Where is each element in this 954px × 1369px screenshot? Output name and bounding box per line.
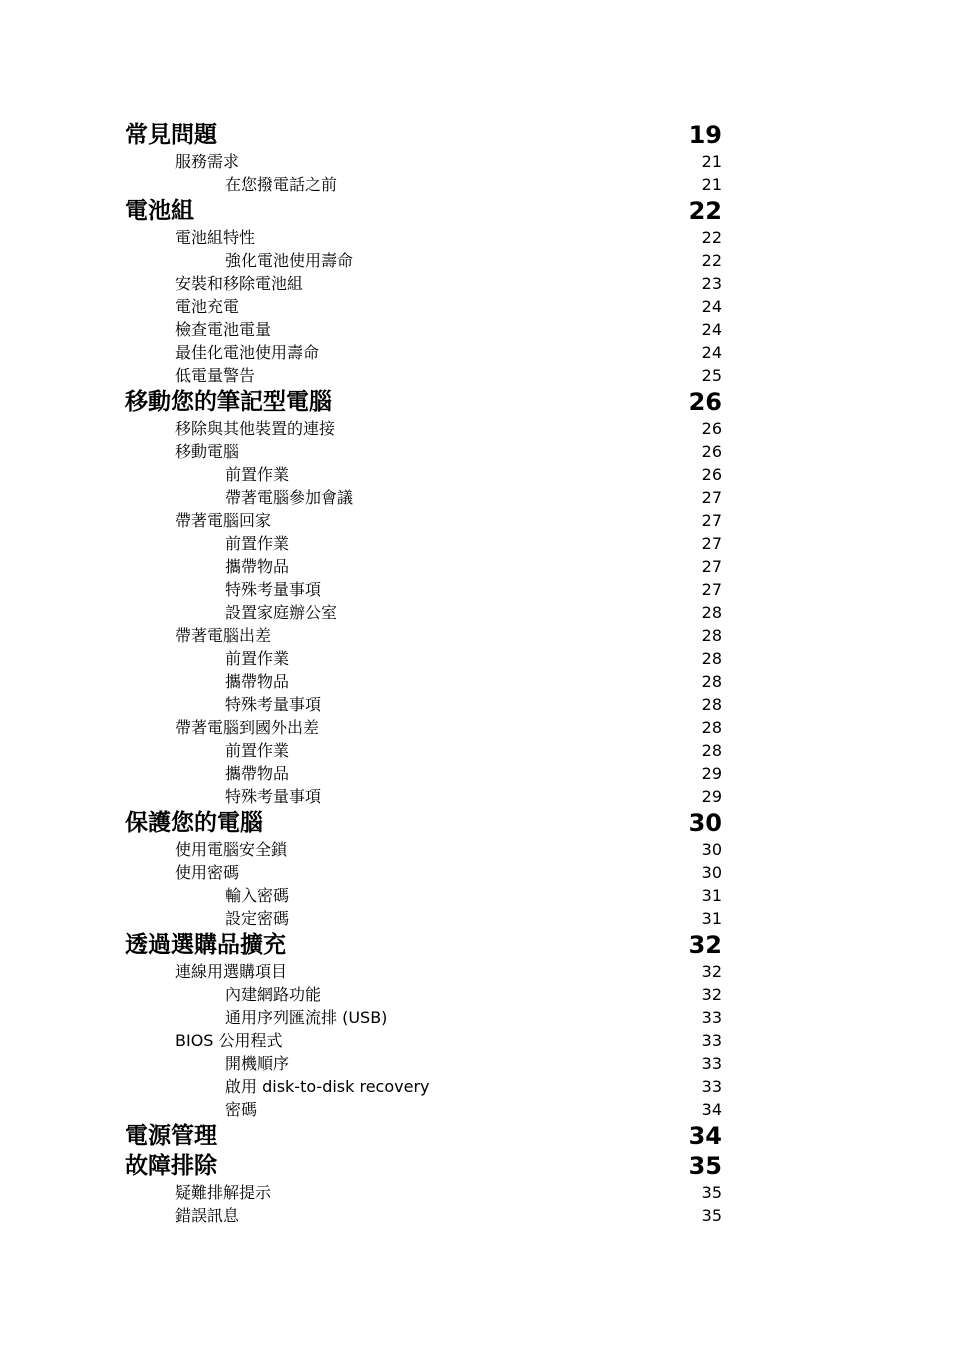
toc-chapter-row[interactable] (125, 196, 722, 226)
toc-section-row[interactable] (125, 1181, 722, 1204)
toc-subsection-row[interactable] (125, 601, 722, 624)
toc-page-number: 21 (701, 175, 722, 194)
toc-entry-title: 連線用選購項目 (175, 962, 288, 981)
toc-page-number: 28 (701, 649, 722, 668)
toc-page-number: 35 (688, 1152, 722, 1180)
toc-section-row[interactable] (125, 624, 722, 647)
toc-page-number: 30 (701, 840, 722, 859)
toc-page-number: 32 (701, 962, 722, 981)
toc-page-number: 30 (688, 809, 722, 837)
toc-page-number: 28 (701, 718, 722, 737)
toc-subsection-row[interactable] (125, 555, 722, 578)
toc-subsection-row[interactable] (125, 173, 722, 196)
toc-subsection-row[interactable] (125, 647, 722, 670)
toc-page-number: 34 (688, 1122, 722, 1150)
table-of-contents (125, 120, 722, 1227)
toc-entry-title: 帶著電腦出差 (175, 626, 272, 645)
toc-section-row[interactable] (125, 364, 722, 387)
toc-section-row[interactable] (125, 838, 722, 861)
toc-entry-title: 在您撥電話之前 (225, 175, 338, 194)
toc-page-number: 33 (701, 1054, 722, 1073)
toc-page-number: 22 (688, 197, 722, 225)
toc-subsection-row[interactable] (125, 1006, 722, 1029)
toc-subsection-row[interactable] (125, 670, 722, 693)
toc-entry-title: 啟用 disk-to-disk recovery (225, 1077, 430, 1096)
toc-subsection-row[interactable] (125, 1075, 722, 1098)
toc-chapter-row[interactable] (125, 808, 722, 838)
toc-page-number: 25 (701, 366, 722, 385)
toc-page-number: 33 (701, 1031, 722, 1050)
toc-entry-title: 特殊考量事項 (225, 695, 322, 714)
toc-entry-title: 攜帶物品 (225, 672, 290, 691)
toc-chapter-row[interactable] (125, 1151, 722, 1181)
toc-entry-title: 特殊考量事項 (225, 580, 322, 599)
toc-page-number: 22 (701, 251, 722, 270)
toc-page-number: 35 (701, 1183, 722, 1202)
toc-section-row[interactable] (125, 318, 722, 341)
toc-section-row[interactable] (125, 509, 722, 532)
toc-entry-title: 通用序列匯流排 (USB) (225, 1008, 388, 1027)
toc-entry-title: 電源管理 (125, 1123, 217, 1149)
toc-entry-title: 設定密碼 (225, 909, 290, 928)
toc-subsection-row[interactable] (125, 249, 722, 272)
toc-entry-title: 使用密碼 (175, 863, 240, 882)
toc-entry-title: 移動電腦 (175, 442, 240, 461)
toc-section-row[interactable] (125, 1029, 722, 1052)
toc-entry-title: 帶著電腦參加會議 (225, 488, 354, 507)
toc-page-number: 35 (701, 1206, 722, 1225)
toc-section-row[interactable] (125, 417, 722, 440)
toc-section-row[interactable] (125, 440, 722, 463)
toc-subsection-row[interactable] (125, 785, 722, 808)
toc-entry-title: 保護您的電腦 (125, 810, 263, 836)
toc-section-row[interactable] (125, 295, 722, 318)
toc-entry-title: 服務需求 (175, 152, 240, 171)
toc-page-number: 26 (701, 442, 722, 461)
toc-page-number: 23 (701, 274, 722, 293)
toc-page-number: 34 (701, 1100, 722, 1119)
toc-page-number: 28 (701, 603, 722, 622)
toc-entry-title: 內建網路功能 (225, 985, 322, 1004)
toc-entry-title: 安裝和移除電池組 (175, 274, 304, 293)
toc-entry-title: 前置作業 (225, 534, 290, 553)
toc-subsection-row[interactable] (125, 983, 722, 1006)
toc-entry-title: 特殊考量事項 (225, 787, 322, 806)
toc-entry-title: 透過選購品擴充 (125, 932, 286, 958)
toc-entry-title: 攜帶物品 (225, 557, 290, 576)
toc-page-number: 29 (701, 764, 722, 783)
toc-chapter-row[interactable] (125, 120, 722, 150)
toc-section-row[interactable] (125, 272, 722, 295)
toc-subsection-row[interactable] (125, 578, 722, 601)
toc-page-number: 32 (701, 985, 722, 1004)
toc-entry-title: 檢查電池電量 (175, 320, 272, 339)
toc-page-number: 27 (701, 534, 722, 553)
toc-page-number: 33 (701, 1077, 722, 1096)
toc-subsection-row[interactable] (125, 693, 722, 716)
toc-entry-title: 最佳化電池使用壽命 (175, 343, 320, 362)
toc-page-number: 28 (701, 672, 722, 691)
toc-entry-title: 前置作業 (225, 465, 290, 484)
toc-page-number: 31 (701, 886, 722, 905)
toc-page-number: 26 (701, 419, 722, 438)
toc-page-number: 21 (701, 152, 722, 171)
toc-page-number: 27 (701, 511, 722, 530)
toc-entry-title: 攜帶物品 (225, 764, 290, 783)
toc-page-number: 27 (701, 580, 722, 599)
toc-entry-title: 移除與其他裝置的連接 (175, 419, 336, 438)
toc-chapter-row[interactable] (125, 1121, 722, 1151)
toc-page-number: 27 (701, 557, 722, 576)
toc-page-number: 27 (701, 488, 722, 507)
toc-entry-title: 電池充電 (175, 297, 240, 316)
toc-page-number: 26 (701, 465, 722, 484)
toc-subsection-row[interactable] (125, 762, 722, 785)
toc-subsection-row[interactable] (125, 1052, 722, 1075)
toc-page-number: 33 (701, 1008, 722, 1027)
toc-entry-title: 開機順序 (225, 1054, 290, 1073)
toc-section-row[interactable] (125, 341, 722, 364)
toc-entry-title: 輸入密碼 (225, 886, 290, 905)
toc-entry-title: 故障排除 (125, 1153, 217, 1179)
toc-section-row[interactable] (125, 226, 722, 249)
toc-entry-title: 常見問題 (125, 122, 217, 148)
toc-page-number: 28 (701, 695, 722, 714)
toc-page-number: 29 (701, 787, 722, 806)
toc-entry-title: 移動您的筆記型電腦 (125, 389, 332, 415)
toc-entry-title: 錯誤訊息 (175, 1206, 240, 1225)
toc-entry-title: 低電量警告 (175, 366, 256, 385)
toc-page-number: 24 (701, 343, 722, 362)
toc-entry-title: 帶著電腦回家 (175, 511, 272, 530)
toc-entry-title: 前置作業 (225, 741, 290, 760)
toc-page-number: 30 (701, 863, 722, 882)
toc-entry-title: BIOS 公用程式 (175, 1031, 283, 1050)
toc-page-number: 22 (701, 228, 722, 247)
toc-chapter-row[interactable] (125, 387, 722, 417)
toc-section-row[interactable] (125, 1204, 722, 1227)
toc-entry-title: 電池組特性 (175, 228, 256, 247)
toc-page-number: 32 (688, 931, 722, 959)
toc-subsection-row[interactable] (125, 739, 722, 762)
toc-entry-title: 強化電池使用壽命 (225, 251, 354, 270)
toc-entry-title: 電池組 (125, 198, 194, 224)
toc-subsection-row[interactable] (125, 884, 722, 907)
toc-subsection-row[interactable] (125, 463, 722, 486)
toc-entry-title: 帶著電腦到國外出差 (175, 718, 320, 737)
toc-entry-title: 使用電腦安全鎖 (175, 840, 288, 859)
toc-chapter-row[interactable] (125, 930, 722, 960)
toc-page-number: 28 (701, 626, 722, 645)
toc-section-row[interactable] (125, 150, 722, 173)
toc-entry-title: 設置家庭辦公室 (225, 603, 338, 622)
toc-subsection-row[interactable] (125, 907, 722, 930)
toc-page-number: 28 (701, 741, 722, 760)
toc-page-number: 31 (701, 909, 722, 928)
toc-entry-title: 前置作業 (225, 649, 290, 668)
toc-entry-title: 疑難排解提示 (175, 1183, 272, 1202)
toc-section-row[interactable] (125, 861, 722, 884)
toc-section-row[interactable] (125, 716, 722, 739)
toc-page-number: 26 (688, 388, 722, 416)
toc-page-number: 19 (688, 121, 722, 149)
toc-page-number: 24 (701, 297, 722, 316)
toc-page-number: 24 (701, 320, 722, 339)
toc-entry-title: 密碼 (225, 1100, 258, 1119)
toc-section-row[interactable] (125, 960, 722, 983)
toc-subsection-row[interactable] (125, 486, 722, 509)
toc-subsection-row[interactable] (125, 1098, 722, 1121)
toc-subsection-row[interactable] (125, 532, 722, 555)
